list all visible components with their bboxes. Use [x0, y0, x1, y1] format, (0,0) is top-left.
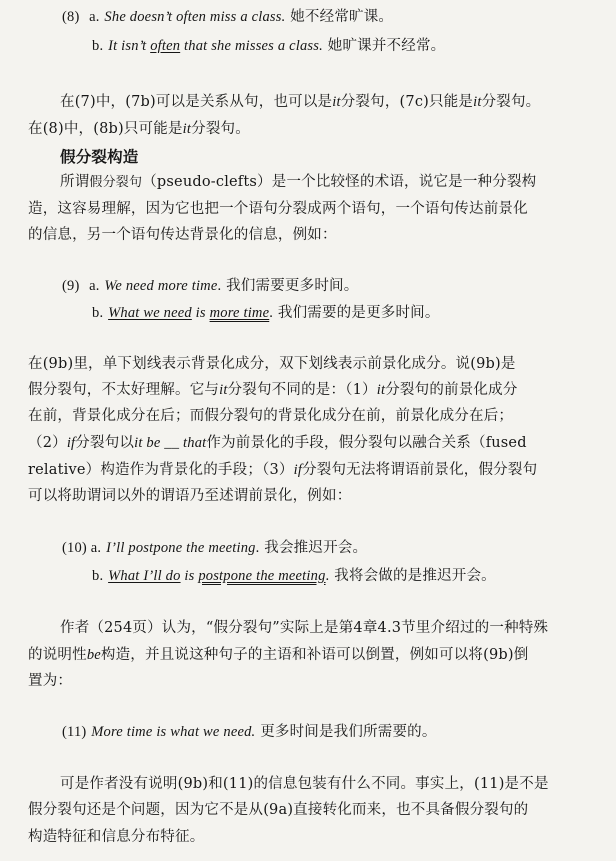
example-10a: (10) a. I’ll postpone the meeting. 我会推迟开会。	[62, 540, 368, 556]
chinese-translation: 我将会做的是推迟开会。	[334, 568, 496, 584]
paragraph-line: 可以将助谓词以外的谓语乃至述谓前景化，例如：	[28, 488, 352, 504]
italic-term: 假分裂句	[89, 175, 143, 190]
backgrounded-element: What we need	[108, 305, 192, 321]
example-8a: (8) a. She doesn’t often miss a class. 她不经常旷课。	[62, 9, 394, 25]
foregrounded-element: more time	[209, 305, 270, 321]
example-9b: b. What we need is more time. 我们需要的是更多时间。	[92, 305, 440, 321]
chinese-translation: 我们需要更多时间。	[226, 278, 359, 294]
example-11	[62, 722, 437, 742]
backgrounded-element: What I’ll do	[108, 568, 181, 584]
english-sentence: I’ll postpone the meeting	[106, 540, 256, 556]
example-10b: b. What I’ll do is postpone the meeting. 我将会做的是推迟开会。	[92, 568, 496, 584]
paragraph-line: 在前，背景化成分在后；而假分裂句的背景化成分在前，前景化成分在后；	[28, 408, 514, 424]
underlined-word: often	[150, 38, 181, 54]
paragraph-line: （2）if分裂句以it be __ that作为前景化的手段，假分裂句以融合关系（fused	[28, 435, 527, 451]
chinese-translation: 她不经常旷课。	[290, 9, 394, 25]
chinese-translation: 我会推迟开会。	[264, 540, 368, 556]
section-heading: 假分裂构造	[60, 147, 139, 166]
paragraph-line: 所谓假分裂句（pseudo-clefts）是一个比较怪的术语，说它是一种分裂构	[60, 174, 537, 190]
example-9a: (9) a. We need more time. 我们需要更多时间。	[62, 278, 359, 294]
chinese-translation: 我们需要的是更多时间。	[277, 305, 440, 321]
paragraph-line: 构造特征和信息分布特征。	[28, 829, 205, 845]
paragraph-line: 造，这容易理解，因为它也把一个语句分裂成两个语句，一个语句传达前景化	[28, 201, 528, 217]
english-sentence: More time is what we need.	[91, 724, 256, 740]
paragraph-line: 可是作者没有说明(9b)和(11)的信息包装有什么不同。事实上，(11)是不是	[60, 776, 549, 792]
paragraph-line: 置为：	[28, 673, 73, 689]
paragraph-line: relative）构造作为背景化的手段；（3）if分裂句无法将谓语前景化，假分裂句	[28, 462, 538, 478]
paragraph-line: 作者（254页）认为，“假分裂句”实际上是第4章4.3节里介绍过的一种特殊	[60, 620, 549, 636]
paragraph-line: 在(7)中，(7b)可以是关系从句，也可以是it分裂句，(7c)只能是it分裂句。	[60, 94, 541, 110]
example-number: (8)	[62, 9, 80, 25]
chinese-translation: 更多时间是我们所需要的。	[260, 724, 437, 740]
example-number: (10) a.	[62, 540, 102, 556]
paragraph-line: 在(8)中，(8b)只可能是it分裂句。	[28, 121, 250, 137]
paragraph-line: 假分裂句，不太好理解。它与it分裂句不同的是：（1）it分裂句的前景化成分	[28, 382, 518, 398]
example-8b: b. It isn’t often that she misses a class. 她旷课并不经常。	[92, 38, 446, 54]
example-number: (9)	[62, 278, 80, 294]
paragraph-line: 假分裂句还是个问题，因为它不是从(9a)直接转化而来，也不具备假分裂句的	[28, 802, 529, 818]
paragraph-line: 的信息，另一个语句传达背景化的信息，例如：	[28, 227, 337, 243]
foregrounded-element: postpone the meeting	[198, 568, 326, 584]
english-sentence: She doesn’t often miss a class.	[104, 9, 286, 25]
english-sentence: We need more time	[104, 278, 218, 294]
paragraph-line: 在(9b)里，单下划线表示背景化成分，双下划线表示前景化成分。说(9b)是	[28, 356, 516, 372]
paragraph-line: 的说明性be构造，并且说这种句子的主语和补语可以倒置，例如可以将(9b)倒	[28, 647, 529, 663]
chinese-translation: 她旷课并不经常。	[327, 38, 446, 54]
example-number: (11)	[62, 724, 87, 740]
